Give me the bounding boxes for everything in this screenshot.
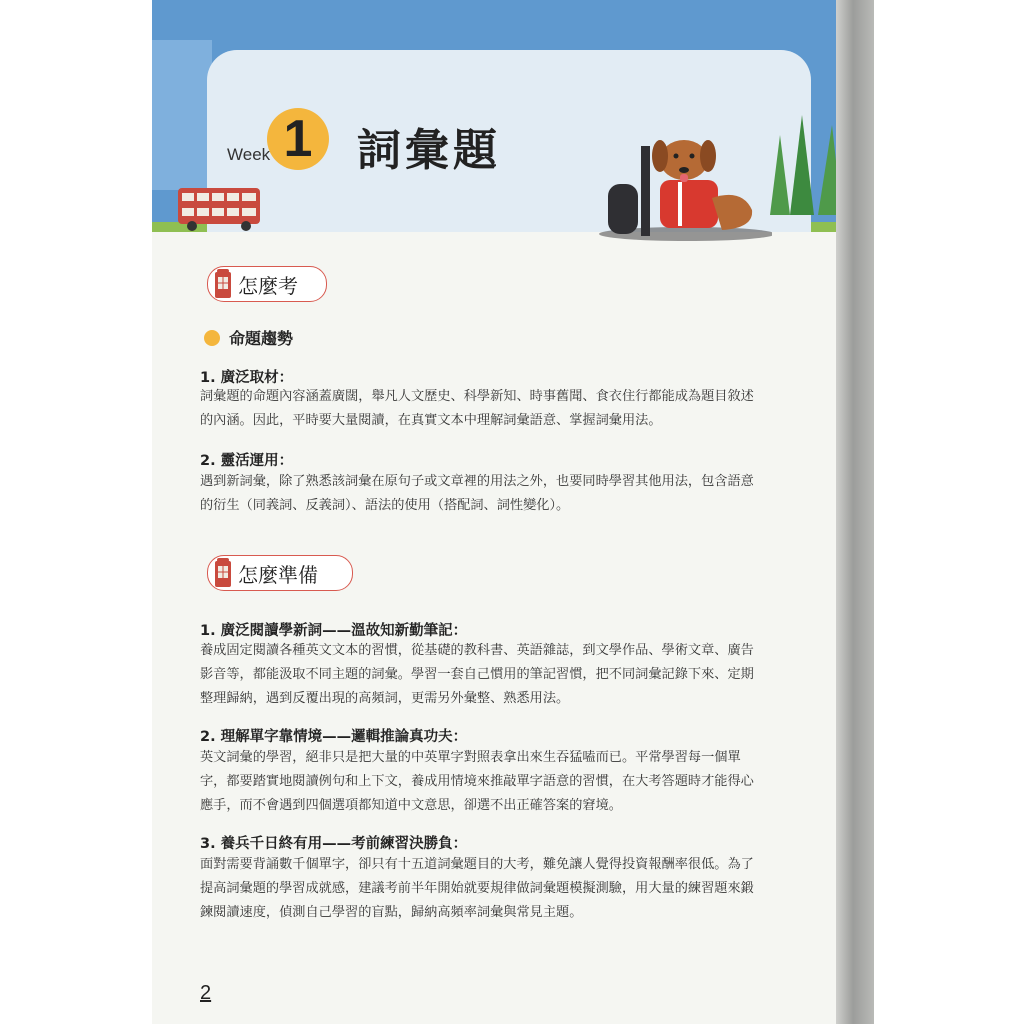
item-title: 1. 廣泛閱讀學新詞——溫故知新勤筆記： <box>200 623 468 639</box>
section-heading-how-tested <box>207 266 327 302</box>
paragraph-line: 字，都要踏實地閱讀例句和上下文，養成用情境來推敲單字語意的習慣，在大考答題時才能得心 <box>200 774 754 789</box>
book-page <box>152 0 838 1024</box>
item-paragraph <box>200 639 815 711</box>
paragraph-line: 面對需要背誦數千個單字，卻只有十五道詞彙題目的大考，難免讓人覺得投資報酬率很低。為了 <box>200 857 754 872</box>
week-number-badge: 1 <box>267 108 329 170</box>
paragraph-line: 應手，而不會遇到四個選項都知道中文意思，卻選不出正確答案的窘境。 <box>200 798 622 813</box>
guard-dog-illustration <box>592 118 772 243</box>
item-title: 2. 理解單字靠情境——邏輯推論真功夫： <box>200 729 468 745</box>
item-paragraph <box>200 853 815 925</box>
paragraph-line: 英文詞彙的學習，絕非只是把大量的中英單字對照表拿出來生吞猛嗑而已。平常學習每一個單 <box>200 750 741 765</box>
week-label: Week <box>227 145 271 164</box>
paragraph-line: 的內涵。因此，平時要大量閱讀，在真實文本中理解詞彙語意、掌握詞彙用法。 <box>200 413 662 428</box>
bullet-dot-icon <box>204 330 220 346</box>
trees-illustration <box>762 115 838 225</box>
paragraph-line: 提高詞彙題的學習成就感，建議考前半年開始就要規律做詞彙題模擬測驗，用大量的練習題來鍛 <box>200 881 754 896</box>
paragraph-line: 詞彙題的命題內容涵蓋廣闊，舉凡人文歷史、科學新知、時事舊聞、食衣住行都能成為題目敘述 <box>200 389 754 404</box>
item-paragraph <box>200 746 815 818</box>
paragraph-line: 的衍生（同義詞、反義詞）、語法的使用（搭配詞、詞性變化）。 <box>200 498 570 513</box>
page-number: 2 <box>200 982 212 1004</box>
subheading <box>204 326 293 349</box>
section-heading-text: 怎麼考 <box>238 273 298 298</box>
section-heading-text: 怎麼準備 <box>238 562 318 587</box>
item-title: 3. 養兵千日終有用——考前練習決勝負： <box>200 836 468 852</box>
book-spine-shadow <box>836 0 874 1024</box>
item-paragraph <box>200 470 815 518</box>
page-title: 詞彙題 <box>357 125 501 176</box>
phone-booth-icon <box>214 558 232 588</box>
paragraph-line: 影音等，都能汲取不同主題的詞彙。學習一套自己慣用的筆記習慣，把不同詞彙記錄下來、定期 <box>200 667 754 682</box>
subheading-text: 命題趨勢 <box>229 329 294 348</box>
paragraph-line: 遇到新詞彙，除了熟悉該詞彙在原句子或文章裡的用法之外，也要同時學習其他用法，包含語意 <box>200 474 754 489</box>
section-heading-how-to-prepare <box>207 555 353 591</box>
paragraph-line: 養成固定閱讀各種英文文本的習慣，從基礎的教科書、英語雜誌，到文學作品、學術文章、廣告 <box>200 643 754 658</box>
item-paragraph <box>200 385 815 433</box>
paragraph-line: 整理歸納，遇到反覆出現的高頻詞，更需另外彙整、熟悉用法。 <box>200 691 570 706</box>
pixel-cloud-decoration <box>152 40 212 190</box>
paragraph-line: 鍊閱讀速度，偵測自己學習的盲點，歸納高頻率詞彙與常見主題。 <box>200 905 583 920</box>
phone-booth-icon <box>214 269 232 299</box>
item-title: 1. 廣泛取材： <box>200 370 294 386</box>
double-decker-bus-illustration <box>176 186 266 232</box>
item-title: 2. 靈活運用： <box>200 453 294 469</box>
